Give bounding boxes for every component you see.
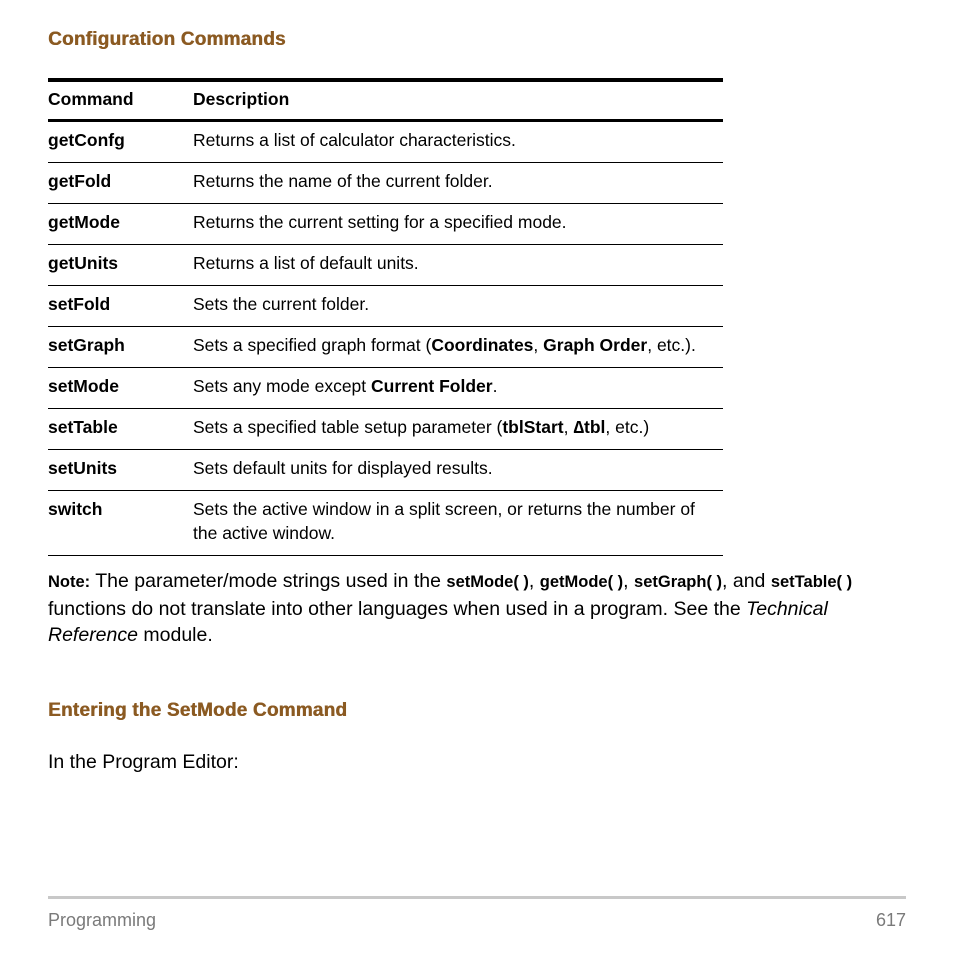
description-text: , etc.): [605, 417, 650, 437]
description-text: Sets default units for displayed results.: [193, 458, 493, 478]
footer-divider: [48, 896, 906, 899]
intro-text: In the Program Editor:: [48, 751, 239, 773]
table-row: [48, 286, 723, 327]
page-number: 617: [875, 910, 906, 930]
note-text: functions do not translate into other languages when used in a program. See the: [48, 597, 747, 620]
table-header-row: [48, 80, 723, 121]
command-description: [193, 163, 723, 204]
description-text: Sets any mode except: [193, 376, 372, 396]
separator: , and: [722, 570, 771, 592]
table-row: [48, 121, 723, 163]
description-text: Sets the current folder.: [193, 294, 370, 314]
command-description: [193, 245, 723, 286]
command-name: setTable: [48, 409, 193, 450]
description-text: Sets a specified table setup parameter (: [193, 417, 503, 437]
description-bold-term: tblStart: [502, 417, 564, 437]
command-description: [193, 409, 723, 450]
table-row: [48, 450, 723, 491]
command-name: getMode: [48, 204, 193, 245]
technical-reference-ref: Technical Reference: [48, 597, 828, 646]
command-name: setMode: [48, 368, 193, 409]
table-row: [48, 204, 723, 245]
table-row: [48, 163, 723, 204]
command-name: getFold: [48, 163, 193, 204]
note-text: The parameter/mode strings used in the: [90, 570, 447, 592]
description-text: Returns the name of the current folder.: [193, 171, 493, 191]
command-description: [193, 286, 723, 327]
table-row: [48, 409, 723, 450]
description-text: ,: [563, 417, 574, 437]
command-name: setGraph: [48, 327, 193, 368]
command-description: [193, 491, 723, 556]
command-name: setFold: [48, 286, 193, 327]
command-description: [193, 204, 723, 245]
commands-table: [48, 78, 723, 556]
description-text: .: [492, 376, 498, 396]
command-description: [193, 450, 723, 491]
command-name: switch: [48, 491, 193, 556]
section-heading-setmode: Entering the SetMode Command: [48, 700, 348, 721]
table-row: [48, 327, 723, 368]
separator: ,: [528, 570, 540, 592]
command-name: getConfg: [48, 121, 193, 163]
command-name: getUnits: [48, 245, 193, 286]
description-text: Returns a list of default units.: [193, 253, 419, 273]
description-bold-term: Current Folder: [371, 376, 493, 396]
function-setgraph: setGraph( ): [634, 573, 723, 591]
description-text: Returns a list of calculator characteristics.: [193, 130, 516, 150]
separator: ,: [623, 570, 635, 592]
description-text: ,: [533, 335, 544, 355]
note-label: Note:: [48, 573, 91, 591]
section-heading-configuration: Configuration Commands: [48, 29, 286, 50]
command-description: [193, 327, 723, 368]
description-text: Sets a specified graph format (: [193, 335, 432, 355]
column-header-description: Description: [193, 80, 723, 121]
command-name: setUnits: [48, 450, 193, 491]
function-getmode: getMode( ): [539, 573, 624, 591]
column-header-command: Command: [48, 80, 193, 121]
command-description: [193, 121, 723, 163]
note-text: module.: [137, 624, 213, 646]
description-bold-term: ∆tbl: [573, 417, 606, 437]
function-settable: setTable( ): [770, 573, 853, 591]
footer-section-name: Programming: [48, 910, 157, 930]
description-text: Sets the active window in a split screen, or returns the number of the active window.: [193, 499, 695, 543]
note-paragraph: [48, 568, 908, 649]
description-text: , etc.).: [647, 335, 696, 355]
description-bold-term: Coordinates: [431, 335, 534, 355]
command-description: [193, 368, 723, 409]
table-row: [48, 368, 723, 409]
function-setmode: setMode( ): [446, 573, 529, 591]
table-row: [48, 491, 723, 556]
description-text: Returns the current setting for a specified mode.: [193, 212, 567, 232]
table-row: [48, 245, 723, 286]
description-bold-term: Graph Order: [543, 335, 648, 355]
